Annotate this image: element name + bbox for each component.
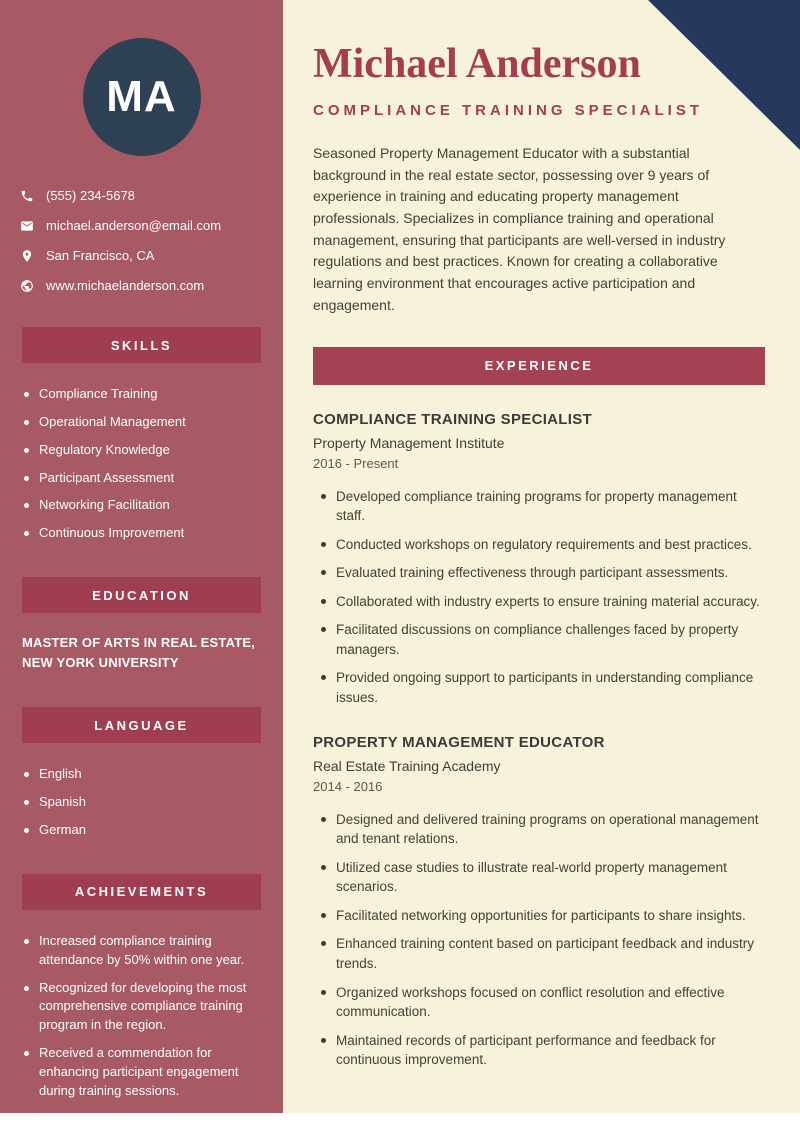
list-item: Evaluated training effectiveness through participant assessments. xyxy=(321,563,765,583)
list-item: Utilized case studies to illustrate real-world property management scenarios. xyxy=(321,858,765,897)
job-role: PROPERTY MANAGEMENT EDUCATOR xyxy=(313,733,605,751)
experience-section-header xyxy=(313,347,765,385)
sidebar xyxy=(0,0,283,1113)
job-dates: 2014 - 2016 xyxy=(313,778,383,794)
contact-location-text: San Francisco, CA xyxy=(46,248,155,263)
job-title-subheading: COMPLIANCE TRAINING SPECIALIST xyxy=(313,102,704,119)
phone-icon xyxy=(20,189,34,203)
experience-title: EXPERIENCE xyxy=(484,358,594,373)
list-item: Recognized for developing the most comprehensive compliance training program in the region. xyxy=(24,979,261,1036)
globe-icon xyxy=(20,279,34,293)
list-item: Networking Facilitation xyxy=(24,496,261,515)
contact-email-text: michael.anderson@email.com xyxy=(46,218,222,233)
email-icon xyxy=(20,219,34,233)
avatar xyxy=(83,38,201,156)
job-company: Real Estate Training Academy xyxy=(313,757,501,774)
language-section-header xyxy=(22,707,261,743)
job-dates: 2016 - Present xyxy=(313,455,399,471)
list-item: Spanish xyxy=(24,793,261,812)
list-item: Provided ongoing support to participants in understanding compliance issues. xyxy=(321,668,765,707)
list-item: Regulatory Knowledge xyxy=(24,441,261,460)
achievements-section-header xyxy=(22,874,261,910)
language-list xyxy=(0,765,283,840)
list-item: Enhanced training content based on participant feedback and industry trends. xyxy=(321,934,765,973)
main-column xyxy=(283,0,800,1113)
achievements-title: ACHIEVEMENTS xyxy=(74,884,209,900)
contact-phone-text: (555) 234-5678 xyxy=(46,188,135,203)
list-item: Conducted workshops on regulatory requirements and best practices. xyxy=(321,535,765,555)
experience-job-2 xyxy=(313,734,765,1070)
education-section-header xyxy=(22,577,261,613)
page-title: Michael Anderson xyxy=(313,41,641,87)
education-title: EDUCATION xyxy=(92,587,191,603)
contact-location xyxy=(20,248,263,263)
job-role: COMPLIANCE TRAINING SPECIALIST xyxy=(313,410,593,428)
job-bullet-list xyxy=(313,487,765,708)
list-item: Participant Assessment xyxy=(24,469,261,488)
list-item: Compliance Training xyxy=(24,385,261,404)
list-item: Developed compliance training programs for property management staff. xyxy=(321,487,765,526)
summary-paragraph: Seasoned Property Management Educator with a substantial background in the real estate sector, possessing over 9 years of experience in training and educating property management professionals. Specializes in compliance training and operational management, ensuring that participants are well-versed in industry regulations and best practices. Known for creating a collaborative learning environment that encourages active participation and engagement. xyxy=(313,145,726,313)
contact-website-text: www.michaelanderson.com xyxy=(46,278,205,293)
list-item: Facilitated discussions on compliance challenges faced by property managers. xyxy=(321,620,765,659)
list-item: Maintained records of participant performance and feedback for continuous improvement. xyxy=(321,1031,765,1070)
skills-section-header xyxy=(22,327,261,363)
skills-title: SKILLS xyxy=(110,337,173,353)
language-title: LANGUAGE xyxy=(94,717,189,733)
job-bullet-list xyxy=(313,810,765,1070)
list-item: English xyxy=(24,765,261,784)
skills-list xyxy=(0,385,283,543)
list-item: Continuous Improvement xyxy=(24,524,261,543)
contact-email xyxy=(20,218,263,233)
experience-job-1 xyxy=(313,411,765,708)
list-item: Designed and delivered training programs on operational management and tenant relations. xyxy=(321,810,765,849)
list-item: Facilitated networking opportunities for participants to share insights. xyxy=(321,906,765,926)
contact-phone xyxy=(20,188,263,203)
location-icon xyxy=(20,249,34,263)
list-item: Increased compliance training attendance by 50% within one year. xyxy=(24,932,261,970)
list-item: Organized workshops focused on conflict resolution and effective communication. xyxy=(321,983,765,1022)
education-degree: MASTER OF ARTS IN REAL ESTATE, NEW YORK UNIVERSITY xyxy=(22,635,256,671)
list-item: Operational Management xyxy=(24,413,261,432)
job-company: Property Management Institute xyxy=(313,434,505,451)
contact-list xyxy=(0,188,283,293)
list-item: Collaborated with industry experts to ensure training material accuracy. xyxy=(321,592,765,612)
list-item: German xyxy=(24,821,261,840)
list-item: Received a commendation for enhancing participant engagement during training sessions. xyxy=(24,1044,261,1101)
avatar-initials: MA xyxy=(106,72,177,121)
contact-website xyxy=(20,278,263,293)
achievements-list xyxy=(0,932,283,1101)
